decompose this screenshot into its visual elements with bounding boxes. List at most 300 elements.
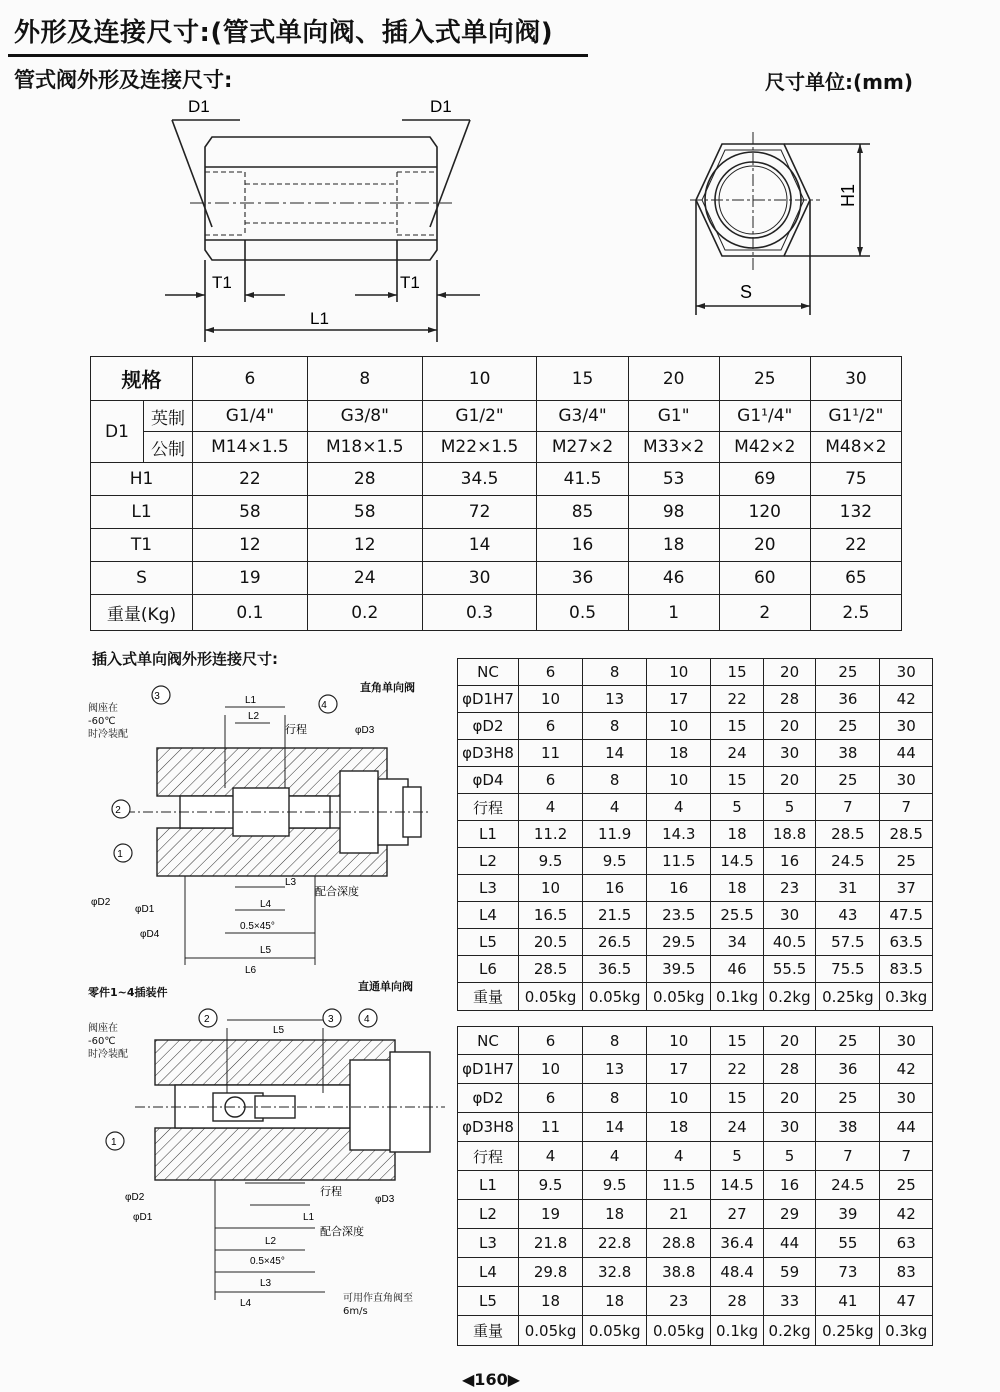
table-cell: 7 [880, 1142, 933, 1171]
table-cell: 33 [763, 1287, 816, 1316]
row-label: φD2 [458, 1084, 519, 1113]
table-row [91, 562, 902, 595]
table-cell: 16 [763, 848, 816, 875]
row-label: 重量 [458, 983, 519, 1011]
st-label-depth: 配合深度 [320, 1226, 364, 1238]
table-cell: 42 [880, 686, 933, 713]
size-cell: 20 [628, 357, 719, 401]
table-cell: 21.5 [583, 902, 647, 929]
row-label: L4 [458, 1258, 519, 1287]
table-cell: 10 [647, 767, 711, 794]
pipe-valve-table [90, 356, 902, 631]
table-cell: 16 [763, 1171, 816, 1200]
table-cell: 30 [422, 562, 537, 595]
row-label: φD3H8 [458, 740, 519, 767]
table-cell: 25 [880, 1171, 933, 1200]
table-cell: 0.2 [307, 595, 422, 631]
table-cell: 38 [816, 1113, 880, 1142]
table-cell: 10 [519, 875, 583, 902]
table-cell: 28.5 [519, 956, 583, 983]
metric-label: 公制 [144, 432, 193, 463]
row-label: φD1H7 [458, 1055, 519, 1084]
table-cell: 20 [763, 713, 816, 740]
table-cell: 17 [647, 1055, 711, 1084]
part-4-tag: 4 [321, 700, 327, 711]
table-cell: 0.25kg [816, 1316, 880, 1346]
header-cell: 6 [519, 659, 583, 686]
table-row [458, 1316, 933, 1346]
row-label: φD4 [458, 767, 519, 794]
table-cell: 15 [711, 1084, 764, 1113]
label-t1-right: T1 [400, 273, 420, 292]
table-row [458, 1084, 933, 1113]
size-cell: 6 [193, 357, 308, 401]
table-cell: 44 [763, 1229, 816, 1258]
st-label-l1: L1 [303, 1212, 315, 1223]
table-row [458, 1171, 933, 1200]
table-row [458, 1287, 933, 1316]
imperial-cell: G3/4" [537, 401, 628, 432]
table-cell: 30 [763, 902, 816, 929]
table-cell: 58 [307, 496, 422, 529]
title-underline [8, 54, 588, 57]
row-label: L2 [458, 1200, 519, 1229]
table-cell: 47.5 [880, 902, 933, 929]
table-row [458, 848, 933, 875]
table-cell: 20 [719, 529, 810, 562]
header-cell: 30 [880, 659, 933, 686]
table-cell: 0.25kg [816, 983, 880, 1011]
table-cell: 14 [583, 740, 647, 767]
table-cell: 25 [880, 848, 933, 875]
row-label: L5 [458, 1287, 519, 1316]
table-cell: 57.5 [816, 929, 880, 956]
imperial-cell: G1/2" [422, 401, 537, 432]
table-cell: 83 [880, 1258, 933, 1287]
table-cell: 0.1kg [711, 1316, 764, 1346]
table-cell: 18 [519, 1287, 583, 1316]
table-cell: 48.4 [711, 1258, 764, 1287]
table-cell: 34.5 [422, 463, 537, 496]
table-row [91, 496, 902, 529]
table-cell: 9.5 [583, 1171, 647, 1200]
table-cell: 20 [763, 1084, 816, 1113]
table-cell: 31 [816, 875, 880, 902]
table-cell: 13 [583, 1055, 647, 1084]
size-cell: 15 [537, 357, 628, 401]
size-cell: 30 [810, 357, 901, 401]
part-3-tag: 3 [328, 1014, 334, 1025]
table-cell: 10 [647, 713, 711, 740]
metric-cell: M27×2 [537, 432, 628, 463]
st-label-l3: L3 [260, 1278, 272, 1289]
row-label: 行程 [458, 1142, 519, 1171]
table-cell: 18 [583, 1287, 647, 1316]
table-cell: 29.5 [647, 929, 711, 956]
ra-label-l5: L5 [260, 945, 272, 956]
row-label: φD1H7 [458, 686, 519, 713]
table-cell: 42 [880, 1055, 933, 1084]
straight-table [457, 1026, 933, 1346]
table-row [458, 902, 933, 929]
label-h1: H1 [838, 183, 858, 207]
ra-label-d1: φD1 [135, 904, 155, 915]
table-cell: 42 [880, 1200, 933, 1229]
table-row [458, 659, 933, 686]
table-cell: 24 [711, 740, 764, 767]
table-cell: 0.3kg [880, 1316, 933, 1346]
row-label: L1 [458, 821, 519, 848]
table-cell: 14.3 [647, 821, 711, 848]
table-cell: 36 [537, 562, 628, 595]
table-cell: 98 [628, 496, 719, 529]
label-d1-left: D1 [188, 97, 210, 116]
ra-label-stroke: 行程 [285, 724, 307, 736]
table-cell: 11.2 [519, 821, 583, 848]
table-cell: 39.5 [647, 956, 711, 983]
header-cell: NC [458, 1027, 519, 1055]
table-cell: 17 [647, 686, 711, 713]
table-row [458, 929, 933, 956]
table-cell: 55.5 [763, 956, 816, 983]
imperial-cell: G1¹/4" [719, 401, 810, 432]
ra-label-l3: L3 [285, 877, 297, 888]
table-row [458, 1142, 933, 1171]
part-2-tag: 2 [204, 1014, 210, 1025]
table-row [458, 1113, 933, 1142]
table-cell: 30 [880, 713, 933, 740]
imperial-cell: G3/8" [307, 401, 422, 432]
table-cell: 85 [537, 496, 628, 529]
table-cell: 83.5 [880, 956, 933, 983]
table-row [91, 432, 902, 463]
header-cell: 6 [519, 1027, 583, 1055]
straight-footnote: 可用作直角阀至 6m/s [343, 1293, 413, 1317]
pipe-valve-end-drawing [680, 130, 880, 325]
page-number: ◀160▶ [462, 1370, 521, 1389]
size-cell: 25 [719, 357, 810, 401]
ra-label-d4: φD4 [140, 929, 160, 940]
header-cell: 20 [763, 659, 816, 686]
imperial-label: 英制 [144, 401, 193, 432]
st-label-l2: L2 [265, 1236, 277, 1247]
ra-label-l2: L2 [248, 711, 260, 722]
row-label: L2 [458, 848, 519, 875]
label-t1-left: T1 [212, 273, 232, 292]
ra-label-l4: L4 [260, 899, 272, 910]
table-cell: 0.05kg [647, 983, 711, 1011]
table-cell: 30 [763, 1113, 816, 1142]
table-row [458, 686, 933, 713]
table-cell: 10 [647, 1084, 711, 1113]
pipe-valve-side-drawing [150, 92, 510, 352]
metric-cell: M33×2 [628, 432, 719, 463]
table-cell: 5 [763, 794, 816, 821]
table-cell: 30 [763, 740, 816, 767]
table-cell: 23 [763, 875, 816, 902]
table-cell: 18.8 [763, 821, 816, 848]
table-cell: 29 [763, 1200, 816, 1229]
table-cell: 43 [816, 902, 880, 929]
table-cell: 32.8 [583, 1258, 647, 1287]
table-cell: 9.5 [519, 1171, 583, 1200]
table-row [458, 1200, 933, 1229]
table-cell: 28.5 [816, 821, 880, 848]
st-label-d2: φD2 [125, 1192, 145, 1203]
table-cell: 46 [628, 562, 719, 595]
table-cell: 11.9 [583, 821, 647, 848]
part-2-tag: 2 [115, 805, 121, 816]
table-cell: 73 [816, 1258, 880, 1287]
metric-cell: M48×2 [810, 432, 901, 463]
right-angle-table [457, 658, 933, 1011]
metric-cell: M22×1.5 [422, 432, 537, 463]
table-cell: 4 [647, 1142, 711, 1171]
table-cell: 6 [519, 713, 583, 740]
table-cell: 18 [647, 740, 711, 767]
table-cell: 28.8 [647, 1229, 711, 1258]
table-cell: 40.5 [763, 929, 816, 956]
table-cell: 0.5 [537, 595, 628, 631]
ra-label-chamfer: 0.5×45° [240, 921, 275, 932]
right-angle-valve-drawing [85, 675, 445, 975]
insert-valve-heading: 插入式单向阀外形连接尺寸: [92, 650, 278, 668]
row-label: L3 [458, 1229, 519, 1258]
size-cell: 10 [422, 357, 537, 401]
table-cell: 36 [816, 1055, 880, 1084]
table-cell: 6 [519, 767, 583, 794]
table-cell: 22 [711, 1055, 764, 1084]
header-cell: 8 [583, 1027, 647, 1055]
header-cell: 10 [647, 659, 711, 686]
table-cell: 26.5 [583, 929, 647, 956]
table-cell: 0.1kg [711, 983, 764, 1011]
straight-note: 阀座在 -60℃ 时冷装配 [88, 1023, 128, 1060]
table-cell: 58 [193, 496, 308, 529]
table-cell: 11.5 [647, 848, 711, 875]
ra-label-l1: L1 [245, 695, 257, 706]
table-cell: 22 [193, 463, 308, 496]
table-row [91, 595, 902, 631]
table-cell: 4 [519, 794, 583, 821]
table-cell: 55 [816, 1229, 880, 1258]
table-cell: 11 [519, 1113, 583, 1142]
table-cell: 10 [519, 1055, 583, 1084]
table-cell: 59 [763, 1258, 816, 1287]
pipe-valve-heading: 管式阀外形及连接尺寸: [14, 68, 233, 92]
header-cell: 25 [816, 1027, 880, 1055]
table-cell: 4 [583, 1142, 647, 1171]
table-row [458, 983, 933, 1011]
table-cell: 18 [628, 529, 719, 562]
ra-label-depth: 配合深度 [315, 886, 359, 898]
header-cell: 20 [763, 1027, 816, 1055]
st-label-l4: L4 [240, 1298, 252, 1309]
table-cell: 46 [711, 956, 764, 983]
row-label: 行程 [458, 794, 519, 821]
st-label-chamfer: 0.5×45° [250, 1256, 285, 1267]
table-cell: 15 [711, 713, 764, 740]
row-label: S [91, 562, 193, 595]
table-cell: 25 [816, 767, 880, 794]
table-cell: 14.5 [711, 1171, 764, 1200]
table-row [91, 529, 902, 562]
table-row [458, 875, 933, 902]
table-cell: 36 [816, 686, 880, 713]
table-cell: 7 [816, 794, 880, 821]
table-cell: 30 [880, 1084, 933, 1113]
unit-label: 尺寸单位:(mm) [765, 70, 913, 94]
header-cell: 15 [711, 1027, 764, 1055]
table-cell: 5 [711, 1142, 764, 1171]
table-cell: 14 [422, 529, 537, 562]
row-label: H1 [91, 463, 193, 496]
table-row [458, 1229, 933, 1258]
d1-label: D1 [91, 401, 144, 463]
st-label-l5: L5 [273, 1025, 285, 1036]
header-cell: 8 [583, 659, 647, 686]
table-cell: 28.5 [880, 821, 933, 848]
label-d1-right: D1 [430, 97, 452, 116]
table-row [458, 821, 933, 848]
label-s: S [740, 282, 753, 302]
table-cell: 11 [519, 740, 583, 767]
part-1-tag: 1 [111, 1137, 117, 1148]
ra-label-d2: φD2 [91, 897, 111, 908]
row-label: T1 [91, 529, 193, 562]
table-cell: 24 [307, 562, 422, 595]
row-label: L5 [458, 929, 519, 956]
table-cell: 21 [647, 1200, 711, 1229]
table-cell: 13 [583, 686, 647, 713]
table-cell: 65 [810, 562, 901, 595]
table-cell: 24.5 [816, 1171, 880, 1200]
table-cell: 24 [711, 1113, 764, 1142]
table-cell: 41 [816, 1287, 880, 1316]
table-row [458, 713, 933, 740]
table-cell: 0.2kg [763, 983, 816, 1011]
table-cell: 53 [628, 463, 719, 496]
table-cell: 39 [816, 1200, 880, 1229]
label-l1: L1 [310, 309, 329, 328]
table-cell: 132 [810, 496, 901, 529]
spec-header: 规格 [91, 357, 193, 401]
table-cell: 22 [810, 529, 901, 562]
table-cell: 22 [711, 686, 764, 713]
table-cell: 18 [711, 875, 764, 902]
table-cell: 63 [880, 1229, 933, 1258]
table-cell: 63.5 [880, 929, 933, 956]
st-label-stroke: 行程 [320, 1186, 342, 1198]
table-cell: 27 [711, 1200, 764, 1229]
right-angle-note: 阀座在 -60℃ 时冷装配 [88, 703, 128, 740]
table-cell: 20.5 [519, 929, 583, 956]
ra-label-l6: L6 [245, 965, 257, 975]
table-cell: 0.3kg [880, 983, 933, 1011]
imperial-cell: G1/4" [193, 401, 308, 432]
table-cell: 60 [719, 562, 810, 595]
table-cell: 25.5 [711, 902, 764, 929]
table-row [458, 1055, 933, 1084]
row-label: L6 [458, 956, 519, 983]
metric-cell: M42×2 [719, 432, 810, 463]
table-row [91, 357, 902, 401]
table-cell: 120 [719, 496, 810, 529]
table-cell: 19 [193, 562, 308, 595]
table-cell: 2.5 [810, 595, 901, 631]
table-row [458, 740, 933, 767]
table-cell: 10 [519, 686, 583, 713]
table-cell: 12 [193, 529, 308, 562]
table-cell: 38.8 [647, 1258, 711, 1287]
right-angle-caption: 直角单向阀 [360, 681, 415, 694]
size-cell: 8 [307, 357, 422, 401]
straight-valve-drawing [95, 1000, 450, 1310]
table-cell: 14 [583, 1113, 647, 1142]
table-cell: 34 [711, 929, 764, 956]
table-cell: 15 [711, 767, 764, 794]
header-cell: 25 [816, 659, 880, 686]
part-1-tag: 1 [117, 849, 123, 860]
table-cell: 0.3 [422, 595, 537, 631]
table-cell: 0.05kg [519, 1316, 583, 1346]
table-cell: 44 [880, 740, 933, 767]
row-label: L1 [91, 496, 193, 529]
table-row [91, 463, 902, 496]
st-label-d1: φD1 [133, 1212, 153, 1223]
row-label: L3 [458, 875, 519, 902]
table-cell: 4 [647, 794, 711, 821]
table-cell: 18 [647, 1113, 711, 1142]
table-cell: 75.5 [816, 956, 880, 983]
table-cell: 22.8 [583, 1229, 647, 1258]
assembly-note: 零件1~4插装件 [88, 986, 168, 999]
table-cell: 18 [711, 821, 764, 848]
table-row [458, 1027, 933, 1055]
table-cell: 25 [816, 1084, 880, 1113]
table-cell: 0.05kg [519, 983, 583, 1011]
table-cell: 7 [880, 794, 933, 821]
table-row [458, 1258, 933, 1287]
table-cell: 28 [307, 463, 422, 496]
table-cell: 44 [880, 1113, 933, 1142]
table-cell: 0.1 [193, 595, 308, 631]
st-label-d3: φD3 [375, 1194, 395, 1205]
table-row [91, 401, 902, 432]
table-cell: 29.8 [519, 1258, 583, 1287]
part-4-tag: 4 [364, 1014, 370, 1025]
table-cell: 23.5 [647, 902, 711, 929]
table-cell: 1 [628, 595, 719, 631]
row-label: φD2 [458, 713, 519, 740]
table-cell: 23 [647, 1287, 711, 1316]
header-cell: 15 [711, 659, 764, 686]
table-cell: 41.5 [537, 463, 628, 496]
row-label: L1 [458, 1171, 519, 1200]
table-cell: 0.05kg [583, 983, 647, 1011]
table-cell: 7 [816, 1142, 880, 1171]
imperial-cell: G1¹/2" [810, 401, 901, 432]
table-cell: 2 [719, 595, 810, 631]
row-label: φD3H8 [458, 1113, 519, 1142]
table-cell: 21.8 [519, 1229, 583, 1258]
table-cell: 0.05kg [647, 1316, 711, 1346]
ra-label-d3: φD3 [355, 725, 375, 736]
table-cell: 5 [763, 1142, 816, 1171]
table-row [458, 767, 933, 794]
imperial-cell: G1" [628, 401, 719, 432]
table-cell: 16 [647, 875, 711, 902]
